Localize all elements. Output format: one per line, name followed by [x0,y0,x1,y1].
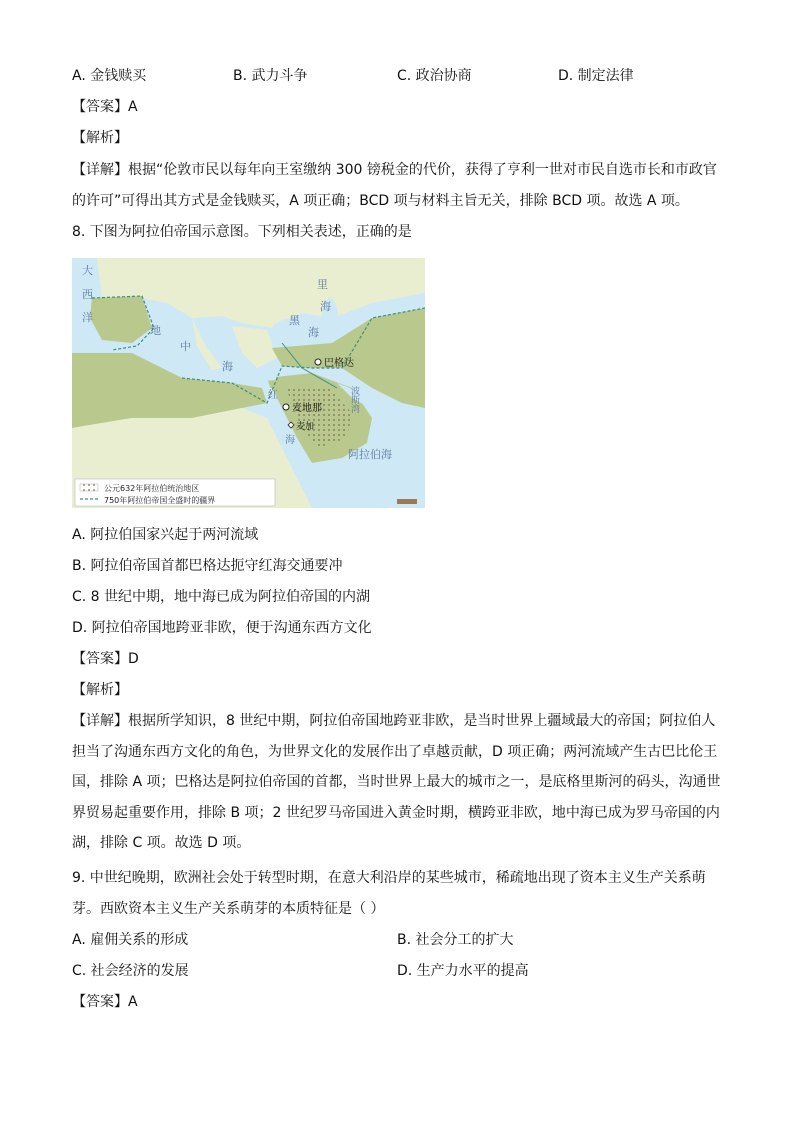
q8-option-c: C. 8 世纪中期，地中海已成为阿拉伯帝国的内湖 [72,589,371,605]
map-label-black-sea-1: 黑 [289,314,300,327]
q7-option-d: D. 制定法律 [558,68,634,84]
q7-analysis-label: 【解析】 [72,130,128,146]
map-label-baghdad: 巴格达 [324,358,354,369]
map-label-red-sea-2: 海 [285,435,295,446]
map-label-med-2: 中 [180,340,191,353]
map-label-atlantic-2: 西 [82,288,93,301]
q8-detail: 【详解】根据所学知识，8 世纪中期，阿拉伯帝国地跨亚非欧，是当时世界上疆域最大的帝国；阿拉伯人担当了沟通东西方文化的角色，为世界文化的发展作出了卓越贡献，D 项正确；两河流域产生古巴比伦王国，排除 A 项；巴格达是阿拉伯帝国的首都，当时世界上最大的城市之一，是底格里斯河的码头，沟通世界贸易起重要作用，排除 B 项；2 世纪罗马帝国进入黄金时期，横跨亚非欧，地中海已成为罗马帝国的内湖，排除 C 项。故选 D 项。 [72,713,721,851]
q9-option-d: D. 生产力水平的提高 [397,963,529,979]
map-label-persian-gulf: 波斯湾 [349,386,359,413]
q7-answer: 【答案】A [72,99,138,115]
q9-stem: 9. 中世纪晚期，欧洲社会处于转型时期，在意大利沿岸的某些城市，稀疏地出现了资本主义生产关系萌芽。西欧资本主义生产关系萌芽的本质特征是（ ） [72,870,706,917]
q9-option-c: C. 社会经济的发展 [72,963,189,979]
q8-option-a: A. 阿拉伯国家兴起于两河流域 [72,527,259,543]
q8-answer: 【答案】D [72,651,139,667]
map-legend-item-1: 公元632年阿拉伯统治地区 [104,484,200,493]
medina-marker [283,404,289,410]
q7-detail: 【详解】根据“伦敦市民以每年向王室缴纳 300 镑税金的代价，获得了亨利一世对市民自选市长和市政官的许可”可得出其方式是金钱赎买，A 项正确；BCD 项与材料主旨无关，排除 BCD 项。故选 A 项。 [72,162,717,209]
q7-option-b: B. 武力斗争 [233,68,308,84]
q8-analysis-label: 【解析】 [72,682,128,698]
map-label-caspian-1: 里 [317,278,328,291]
map-legend-swatch-632 [80,484,98,491]
map-label-arabian-sea: 阿拉伯海 [348,448,392,461]
map-legend-item-2: 750年阿拉伯帝国全盛时的疆界 [104,496,216,505]
map-label-black-sea-2: 海 [308,326,319,339]
map-label-med-3: 海 [222,360,233,373]
map-label-mecca: 麦加 [296,422,315,432]
q7-option-c: C. 政治协商 [397,68,472,84]
q9-option-b: B. 社会分工的扩大 [397,932,514,948]
map-label-red-sea-1: 红 [268,390,278,401]
map-label-med-1: 地 [150,324,161,337]
baghdad-marker [315,359,321,365]
q7-option-a: A. 金钱赎买 [72,68,147,84]
map-label-atlantic-1: 大 [82,264,93,277]
map-label-medina: 麦地那 [292,403,322,414]
q9-option-a: A. 雇佣关系的形成 [72,932,189,948]
map-scale-bar [397,499,417,504]
map-label-atlantic-3: 洋 [82,311,93,324]
map-label-caspian-2: 海 [320,300,331,313]
arab-empire-map [72,258,425,508]
q8-stem: 8. 下图为阿拉伯帝国示意图。下列相关表述，正确的是 [72,224,412,240]
q8-option-b: B. 阿拉伯帝国首都巴格达扼守红海交通要冲 [72,558,343,574]
q9-answer: 【答案】A [72,994,138,1010]
q8-option-d: D. 阿拉伯帝国地跨亚非欧，便于沟通东西方文化 [72,620,372,636]
